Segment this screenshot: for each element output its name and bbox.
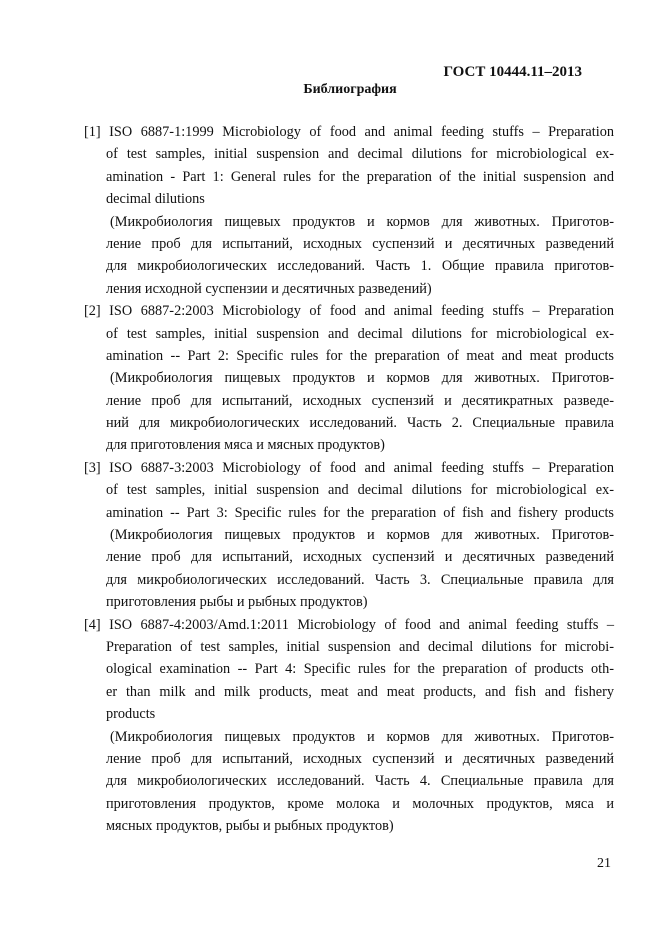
entry-text-line: products [106,706,156,723]
entry-text-line: of test samples, initial suspension and decimal dilutions for microbiological ex- [106,325,614,342]
entry-text-line: amination -- Part 2: Specific rules for the preparation of meat and meat products [106,347,614,364]
page-number: 21 [597,856,611,871]
entry-text-line: ление проб для испытаний, исходных суспензий и десятичных разведений [106,235,614,252]
entry-text-line: для микробиологических исследований. Часть 1. Общие правила приготов- [106,258,614,275]
entry-text-line: amination - Part 1: General rules for the preparation of the initial suspension and [106,168,614,185]
entry-text-line: ological examination -- Part 4: Specific rules for the preparation of products oth- [106,661,614,678]
entry-text-line: мясных продуктов, рыбы и рыбных продуктов) [106,818,394,835]
entry-text-line: of test samples, initial suspension and decimal dilutions for microbiological ex- [106,146,614,163]
bibliography-entry [84,614,614,838]
entry-text-line: Preparation of test samples, initial suspension and decimal dilutions for microbi- [106,638,614,655]
entry-text-line: (Микробиология пищевых продуктов и кормов для животных. Приготов- [110,370,614,387]
entry-text-line: ления исходной суспензии и десятичных разведений) [106,280,432,297]
entry-text-line: [3] ISO 6887-3:2003 Microbiology of food and animal feeding stuffs – Preparation [84,459,614,476]
bibliography-entry [84,121,614,300]
entry-text-line: er than milk and milk products, meat and meat products, and fish and fishery [106,683,614,700]
entry-text-line: [4] ISO 6887-4:2003/Amd.1:2011 Microbiology of food and animal feeding stuffs – [84,616,614,633]
entry-text-line: decimal dilutions [106,191,205,208]
entry-text-line: (Микробиология пищевых продуктов и кормов для животных. Приготов- [110,527,614,544]
entry-text-line: [1] ISO 6887-1:1999 Microbiology of food and animal feeding stuffs – Preparation [84,124,614,140]
entry-text-line: приготовления рыбы и рыбных продуктов) [106,594,368,611]
entry-text-line: ний для микробиологических исследований. Часть 2. Специальные правила [106,415,614,432]
entry-text-line: (Микробиология пищевых продуктов и кормов для животных. Приготов- [110,213,614,230]
entry-text-line: для микробиологических исследований. Часть 3. Специальные правила для [106,571,614,588]
entry-text-line: приготовления продуктов, кроме молока и молочных продуктов, мяса и [106,795,614,812]
entry-text-line: amination -- Part 3: Specific rules for the preparation of fish and fishery products [106,504,614,521]
bibliography-entry [84,457,614,614]
page-title: Библиография [303,82,397,97]
entry-text-line: (Микробиология пищевых продуктов и кормов для животных. Приготов- [110,728,614,745]
entry-text-line: ление проб для испытаний, исходных суспензий и десятикратных разведе- [106,392,614,409]
entry-text-line: of test samples, initial suspension and decimal dilutions for microbiological ex- [106,482,614,499]
bibliography-entry [84,300,614,457]
entry-text-line: для приготовления мяса и мясных продуктов) [106,437,385,454]
entry-text-line: для микробиологических исследований. Часть 4. Специальные правила для [106,773,614,790]
entry-text-line: ление проб для испытаний, исходных суспензий и десятичных разведений [106,549,614,566]
bibliography-list [84,121,614,838]
entry-text-line: [2] ISO 6887-2:2003 Microbiology of food and animal feeding stuffs – Preparation [84,303,614,320]
document-code: ГОСТ 10444.11–2013 [443,64,582,80]
entry-text-line: ление проб для испытаний, исходных суспензий и десятичных разведений [106,750,614,767]
